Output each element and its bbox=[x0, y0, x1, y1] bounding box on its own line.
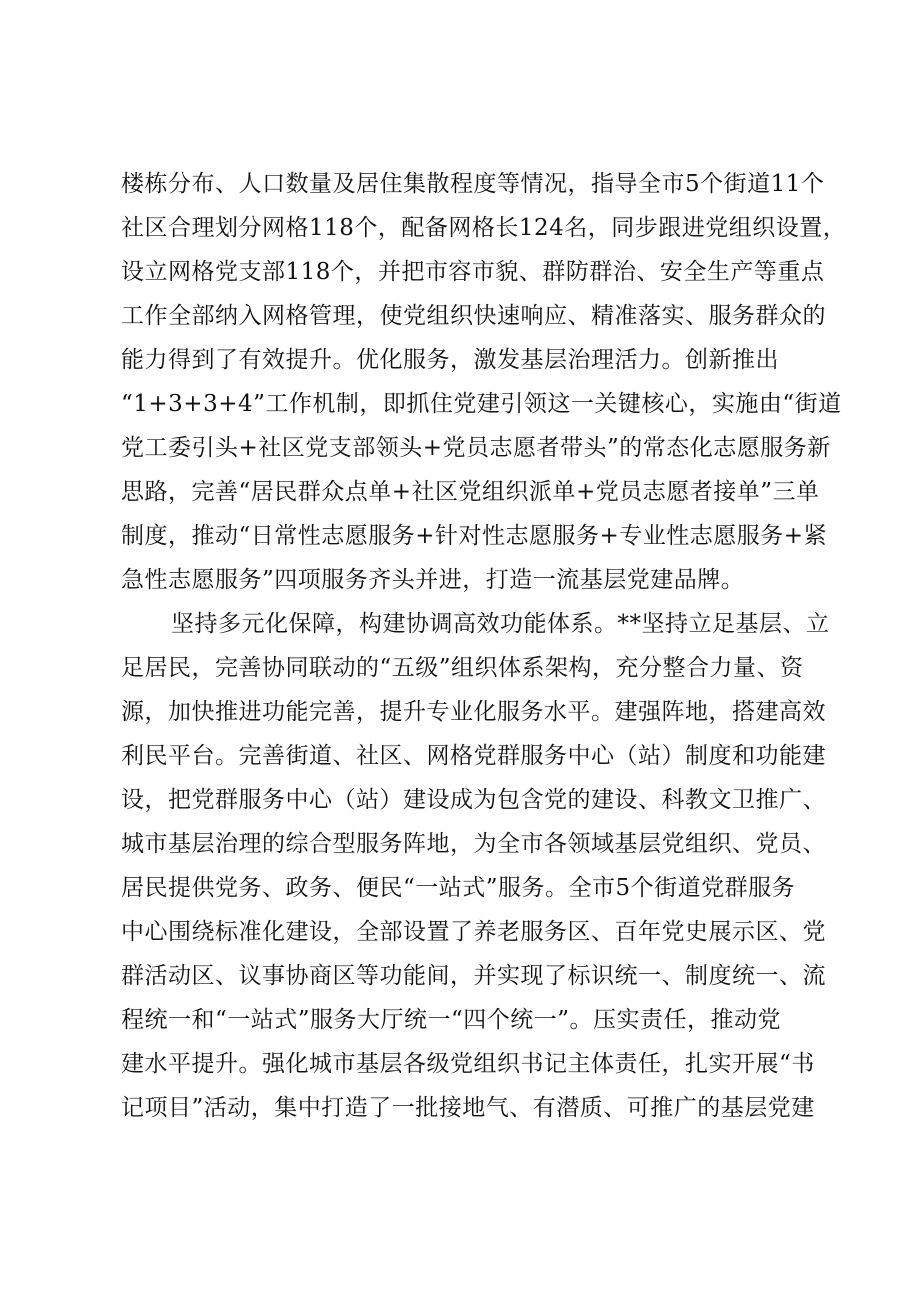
text-line-8: 思路，完善“居民群众点单+社区党组织派单+党员志愿者接单”三单 bbox=[121, 479, 820, 505]
text-line-10: 急性志愿服务”四项服务齐头并进，打造一流基层党建品牌。 bbox=[121, 567, 745, 593]
text-line-1: 楼栋分布、人口数量及居住集散程度等情况，指导全市5个街道11个 bbox=[121, 171, 825, 197]
text-line-15: 设，把党群服务中心（站）建设成为包含党的建设、科教文卫推广、 bbox=[121, 787, 826, 813]
text-line-2: 社区合理划分网格118个，配备网格长124名，同步跟进党组织设置， bbox=[121, 215, 847, 241]
text-line-12: 足居民，完善协同联动的“五级”组织体系架构，充分整合力量、资 bbox=[121, 655, 804, 681]
text-line-3: 设立网格党支部118个，并把市容市貌、群防群治、安全生产等重点 bbox=[121, 259, 825, 285]
text-line-11: 坚持多元化保障，构建协调高效功能体系。**坚持立足基层、立 bbox=[171, 611, 830, 637]
text-line-5: 能力得到了有效提升。优化服务，激发基层治理活力。创新推出 bbox=[121, 347, 779, 373]
text-line-16: 城市基层治理的综合型服务阵地，为全市各领域基层党组织、党员、 bbox=[121, 831, 826, 857]
text-line-7: 党工委引头+社区党支部领头+党员志愿者带头”的常态化志愿服务新 bbox=[121, 435, 831, 461]
text-line-4: 工作全部纳入网格管理，使党组织快速响应、精准落实、服务群众的 bbox=[121, 303, 826, 329]
text-line-22: 记项目”活动，集中打造了一批接地气、有潜质、可推广的基层党建 bbox=[121, 1095, 815, 1121]
text-line-13: 源，加快推进功能完善，提升专业化服务水平。建强阵地，搭建高效 bbox=[121, 699, 826, 725]
text-line-17: 居民提供党务、政务、便民“一站式”服务。全市5个街道党群服务 bbox=[121, 875, 796, 901]
text-line-19: 群活动区、议事协商区等功能间，并实现了标识统一、制度统一、流 bbox=[121, 963, 826, 989]
text-line-18: 中心围绕标准化建设，全部设置了养老服务区、百年党史展示区、党 bbox=[121, 919, 826, 945]
text-line-21: 建水平提升。强化城市基层各级党组织书记主体责任，扎实开展“书 bbox=[121, 1051, 815, 1077]
text-line-20: 程统一和“一站式”服务大厅统一“四个统一”。压实责任，推动党 bbox=[121, 1007, 782, 1033]
text-line-14: 利民平台。完善街道、社区、网格党群服务中心（站）制度和功能建 bbox=[121, 743, 826, 769]
text-line-9: 制度，推动“日常性志愿服务+针对性志愿服务+专业性志愿服务+紧 bbox=[121, 523, 828, 549]
text-line-6: “1+3+3+4”工作机制，即抓住党建引领这一关键核心，实施由“街道 bbox=[121, 391, 842, 417]
